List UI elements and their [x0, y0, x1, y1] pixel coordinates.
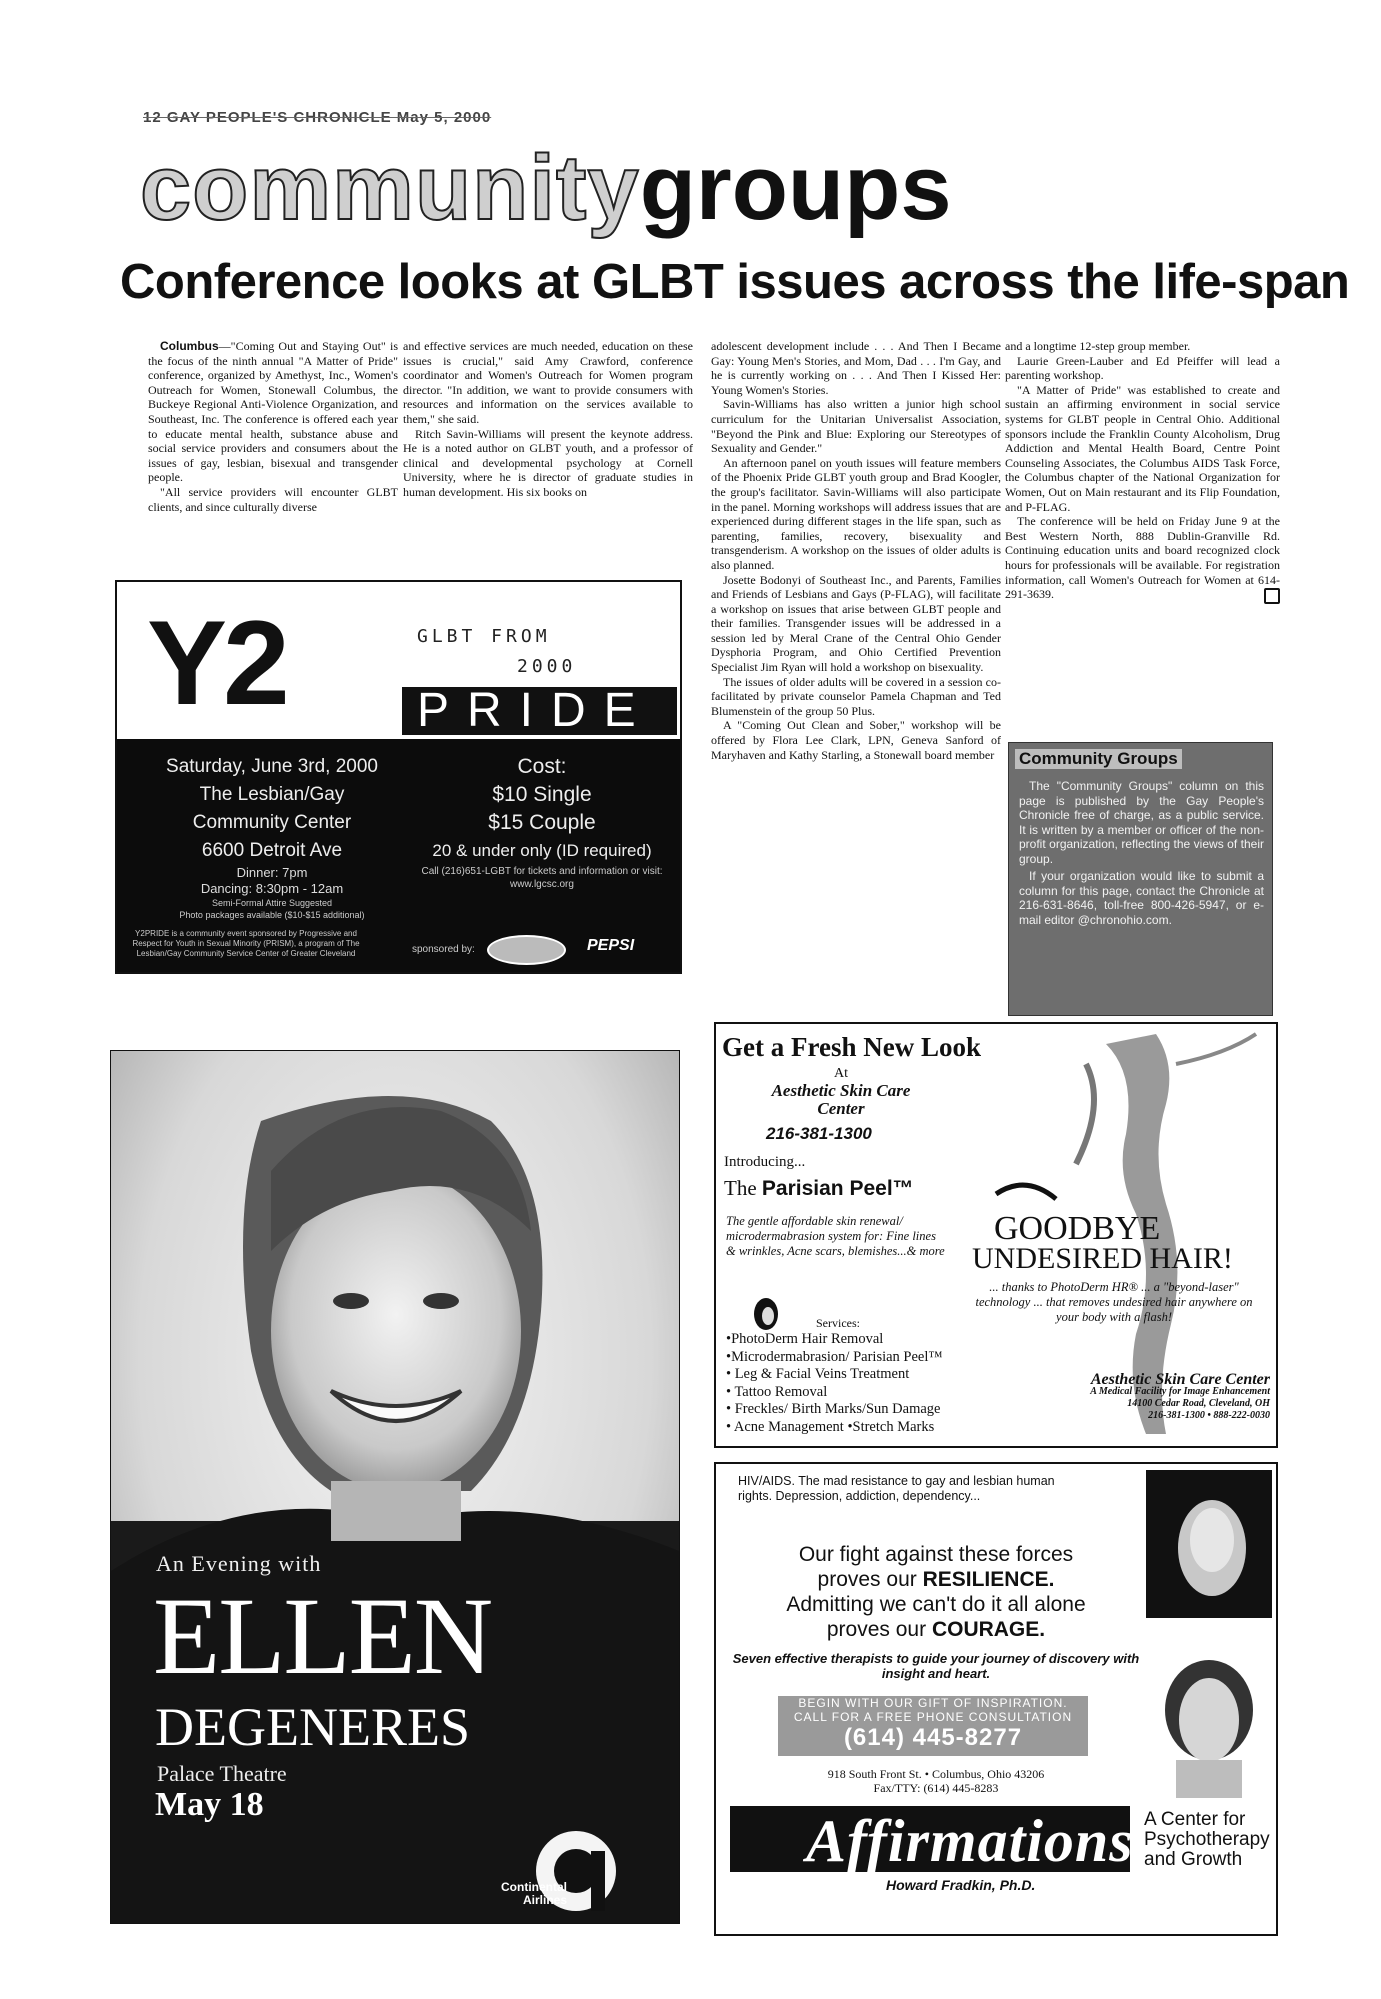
- aff-line: [726, 1617, 1146, 1642]
- aff-resilience: RESILIENCE.: [922, 1568, 1055, 1591]
- airline-logo: [501, 1881, 567, 1907]
- pride-venue-line: The Lesbian/Gay: [199, 784, 345, 805]
- list-item: • Leg & Facial Veins Treatment: [726, 1366, 910, 1382]
- community-groups-title: Community Groups: [1015, 749, 1182, 769]
- skin-goodbye: GOODBYE: [994, 1210, 1161, 1247]
- article-column-4: [1005, 339, 1280, 604]
- sponsor-logo-icon: [487, 935, 566, 965]
- affirmations-ad: [714, 1462, 1278, 1936]
- community-groups-paragraph: If your organization would like to submit a column for this page, contact the Chronicle at 216-631-8646, toll-free 800-426-5947, or e-mail editor @chronohio.com.: [1019, 869, 1264, 927]
- headline: Conference looks at GLBT issues across the life-span: [120, 255, 1350, 309]
- skin-title: Get a Fresh New Look: [722, 1032, 981, 1062]
- ellen-venue: Palace Theatre: [157, 1761, 287, 1786]
- list-item: • Freckles/ Birth Marks/Sun Damage: [726, 1401, 941, 1417]
- aff-logo: Affirmations:: [806, 1808, 1155, 1874]
- airline-name: Continental: [501, 1880, 567, 1894]
- skin-center-name: Aesthetic Skin Care Center: [771, 1081, 911, 1118]
- ellen-date: May 18: [155, 1786, 264, 1823]
- section-word-community: community: [140, 137, 640, 239]
- skin-footer-phone: 216-381-1300 • 888-222-0030: [1148, 1410, 1270, 1421]
- aff-therapists: Seven effective therapists to guide your journey of discovery with insight and heart.: [732, 1651, 1140, 1681]
- aff-address: [816, 1767, 1056, 1795]
- aff-doctor: Howard Fradkin, Ph.D.: [886, 1877, 1036, 1893]
- skin-peel-prefix: The: [724, 1176, 757, 1200]
- dateline: Columbus: [160, 339, 219, 353]
- pride-sponsored-by: sponsored by:: [412, 944, 475, 955]
- pride-address: 6600 Detroit Ave: [201, 840, 343, 861]
- skin-undesired-hair: UNDESIRED HAIR!: [972, 1242, 1233, 1275]
- list-item: •Microdermabrasion/ Parisian Peel™: [726, 1348, 943, 1365]
- skin-footer-name: Aesthetic Skin Care Center: [1090, 1371, 1270, 1388]
- pride-tagline-1: GLBT FROM: [417, 626, 551, 647]
- article-paragraph: —"Coming Out and Staying Out" is the focus of the ninth annual "A Matter of Pride" conference, organized by Amethyst, Inc., Women's Outreach for Women, Stonewall Columbus, the Buckeye Regional Anti-Violence Organization, and Southeast, Inc. The conference is offered each year to educate mental health, substance abuse and social service providers and consumers about the issues of gay, lesbian, bisexual and transgender people.: [148, 339, 398, 485]
- pride-ad-header: [117, 582, 680, 737]
- section-word-groups: groups: [639, 137, 952, 239]
- skin-services-list: [726, 1331, 976, 1436]
- pride-cost-info: [407, 753, 677, 891]
- pride-cost-couple: $15 Couple: [488, 811, 596, 834]
- skin-footer-address: 14100 Cedar Road, Cleveland, OH: [1127, 1398, 1270, 1409]
- pride-date: Saturday, June 3rd, 2000: [166, 756, 378, 777]
- aff-banner: [778, 1696, 1088, 1756]
- aff-line-text: proves our: [826, 1618, 932, 1641]
- article-paragraph: A "Coming Out Clean and Sober," workshop will be offered by Flora Lee Clark, LPN, Geneva Sanford of Maryhaven and Kathy Starling, a Stonewall board member: [711, 718, 1001, 762]
- skin-description: The gentle affordable skin renewal/ microdermabrasion system for: Fine lines & wrinkles, Acne scars, blemishes...& more: [726, 1214, 945, 1258]
- pride-photo: Photo packages available ($10-$15 additional): [179, 910, 365, 920]
- article-paragraph: An afternoon panel on youth issues will feature members of the Phoenix Pride GLBT youth group and Brad Koogler, the group's facilitator. Savin-Williams will also participate in the panel. Morning workshops will address issues that are experienced during different stages in the life span, such as parenting, families, recovery, bisexuality and transgenderism. A workshop on the issues of older adults is also planned.: [711, 455, 1001, 572]
- portrait-image: [1146, 1470, 1272, 1618]
- pride-word: PRIDE: [417, 684, 654, 737]
- community-groups-text: [1019, 779, 1264, 930]
- list-item: • Acne Management •Stretch Marks: [726, 1418, 935, 1435]
- skin-services-label: Services:: [816, 1316, 860, 1330]
- aff-intro: HIV/AIDS. The mad resistance to gay and lesbian human rights. Depression, addiction, dependency...: [738, 1474, 1055, 1503]
- article-paragraph: and a longtime 12-step group member.: [1005, 339, 1191, 353]
- section-header: [140, 138, 1240, 238]
- article-paragraph-text: The conference will be held on Friday June 9 at the Best Western North, 888 Dublin-Granville Rd. Continuing education units and board recognized clock hours for professionals will be available. For registration information, call Women's Outreach for Women at 614-291-3639.: [1005, 514, 1280, 602]
- ellen-surname: DEGENERES: [155, 1697, 470, 1757]
- aff-line: [726, 1567, 1146, 1592]
- aff-address-line: 918 South Front St. • Columbus, Ohio 43206: [827, 1767, 1045, 1781]
- skin-care-ad: [714, 1022, 1278, 1448]
- pride-footer: Y2PRIDE is a community event sponsored by Progressive and Respect for Youth in Sexual Minority (PRISM), a program of The Lesbian/Gay Community Service Center of Greater Cleveland: [132, 929, 360, 958]
- article-paragraph: The issues of older adults will be covered in a session co-facilitated by private counselor Pamela Chapman and Ted Blumenstein of the group 50 Plus.: [711, 674, 1001, 718]
- article-column-1: [148, 339, 398, 514]
- aff-line: Our fight against these forces: [798, 1543, 1074, 1566]
- pride-age-note: 20 & under only (ID required): [432, 841, 652, 860]
- skin-photoderm: ... thanks to PhotoDerm HR® ... a "beyond-laser" technology ... that removes undesired hair anywhere on your body with a flash!: [975, 1280, 1253, 1324]
- skin-phone: 216-381-1300: [766, 1124, 872, 1143]
- list-item: • Tattoo Removal: [726, 1383, 828, 1400]
- skin-footer-sub: A Medical Facility for Image Enhancement: [1090, 1386, 1270, 1397]
- pride-logo: Y2: [147, 596, 286, 730]
- article-paragraph: [1005, 514, 1280, 602]
- article-paragraph: Ritch Savin-Williams will present the keynote address. He is a noted author on GLBT youth, and a professor of clinical and developmental psychology at Cornell University, where he is director of graduate studies in human development. His six books on: [403, 426, 693, 499]
- face-thumbnail-icon: [746, 1294, 786, 1334]
- skin-peel-name: Parisian Peel™: [761, 1177, 914, 1200]
- pride-cost-label: Cost:: [517, 755, 567, 778]
- end-mark-icon: [1264, 588, 1280, 604]
- article-paragraph: Josette Bodonyi of Southeast Inc., and Parents, Families and Friends of Lesbians and Gays (P-FLAG), will facilitate a workshop on issues that arise between GLBT people and their families. Transgender issues will be addressed in a session led by Meral Crane of the Central Ohio Gender Dysphoria Program, and Ohio Certified Prevention Specialist Jim Ryan will hold a workshop on bisexuality.: [711, 572, 1001, 675]
- skin-at: At: [834, 1066, 848, 1081]
- pride-dancing: Dancing: 8:30pm - 12am: [200, 881, 344, 896]
- portrait-image: [1146, 1640, 1272, 1798]
- pride-venue-line: Community Center: [192, 812, 352, 833]
- pride-tagline-2: 2000: [517, 656, 577, 677]
- list-item: •PhotoDerm Hair Removal: [726, 1331, 884, 1347]
- pride-cost-single: $10 Single: [492, 783, 592, 806]
- aff-courage: COURAGE.: [931, 1618, 1046, 1641]
- pride-event-info: [127, 753, 417, 921]
- folio: 12 GAY PEOPLE'S CHRONICLE May 5, 2000: [143, 109, 492, 126]
- pepsi-logo: PEPSI: [587, 937, 635, 954]
- article-paragraph: adolescent development include . . . And Then I Became Gay: Young Men's Stories, and Mom, Dad . . . I'm Gay, and he is currently working on . . . And Then I Kissed Her: Young Women's Stories.: [711, 339, 1001, 397]
- aff-line: Admitting we can't do it all alone: [786, 1593, 1086, 1616]
- skin-peel: [724, 1176, 914, 1201]
- aff-banner-line: BEGIN WITH OUR GIFT OF INSPIRATION.: [798, 1696, 1068, 1710]
- aff-banner-line: CALL FOR A FREE PHONE CONSULTATION: [793, 1710, 1073, 1724]
- ellen-ad: [110, 1050, 680, 1924]
- community-groups-paragraph: The "Community Groups" column on this page is published by the Gay People's Chronicle free of charge, as a public service. It is written by a member or officer of the non-profit organization, reflecting the views of their group.: [1019, 779, 1264, 866]
- aff-line-text: proves our: [817, 1568, 923, 1591]
- airline-subname: Airlines: [522, 1893, 567, 1907]
- ellen-name: ELLEN: [153, 1575, 492, 1697]
- article-paragraph: "A Matter of Pride" was established to create and sustain an affirming environment in social service systems for GLBT people in Central Ohio. Additional sponsors include the Franklin County Alcoholism, Drug Addiction and Mental Health Board, Centre Point Counseling Associates, the Columbus AIDS Task Force, the Columbus chapter of the National Organization for Women, Out on Main restaurant and its Flip Foundation, and P-FLAG.: [1005, 382, 1280, 514]
- pride-ad-details: [117, 739, 680, 972]
- pride-ad: [115, 580, 682, 974]
- pride-attire: Semi-Formal Attire Suggested: [211, 898, 333, 908]
- aff-center-name: A Center for Psychotherapy and Growth: [1144, 1809, 1270, 1870]
- article-column-2: [403, 339, 693, 500]
- ellen-intro: An Evening with: [156, 1551, 322, 1576]
- pride-call: Call (216)651-LGBT for tickets and information or visit: www.lgcsc.org: [421, 866, 663, 890]
- pride-dinner: Dinner: 7pm: [236, 865, 308, 880]
- article-paragraph: Laurie Green-Lauber and Ed Pfeiffer will lead a parenting workshop.: [1005, 353, 1280, 383]
- aff-phone: (614) 445-8277: [843, 1724, 1023, 1751]
- aff-fax: Fax/TTY: (614) 445-8283: [873, 1781, 999, 1795]
- article-paragraph: and effective services are much needed, education on these issues is crucial," said Amy Crawford, conference coordinator and Women's Outreach for Women program director. "In addition, we want to provide consumers with resources and information on the services available to them," she said.: [403, 339, 693, 426]
- article-paragraph: "All service providers will encounter GLBT clients, and since culturally diverse: [148, 484, 398, 514]
- skin-footer: [1056, 1371, 1270, 1422]
- skin-intro: Introducing...: [724, 1154, 806, 1170]
- aff-message: [726, 1542, 1146, 1642]
- community-groups-box: [1008, 742, 1273, 1016]
- article-column-3: [711, 339, 1001, 762]
- article-paragraph: Savin-Williams has also written a junior high school curriculum for the Unitarian Universalist Association, "Beyond the Pink and Blue: Exploring our Stereotypes of Sexuality and Gender.": [711, 397, 1001, 456]
